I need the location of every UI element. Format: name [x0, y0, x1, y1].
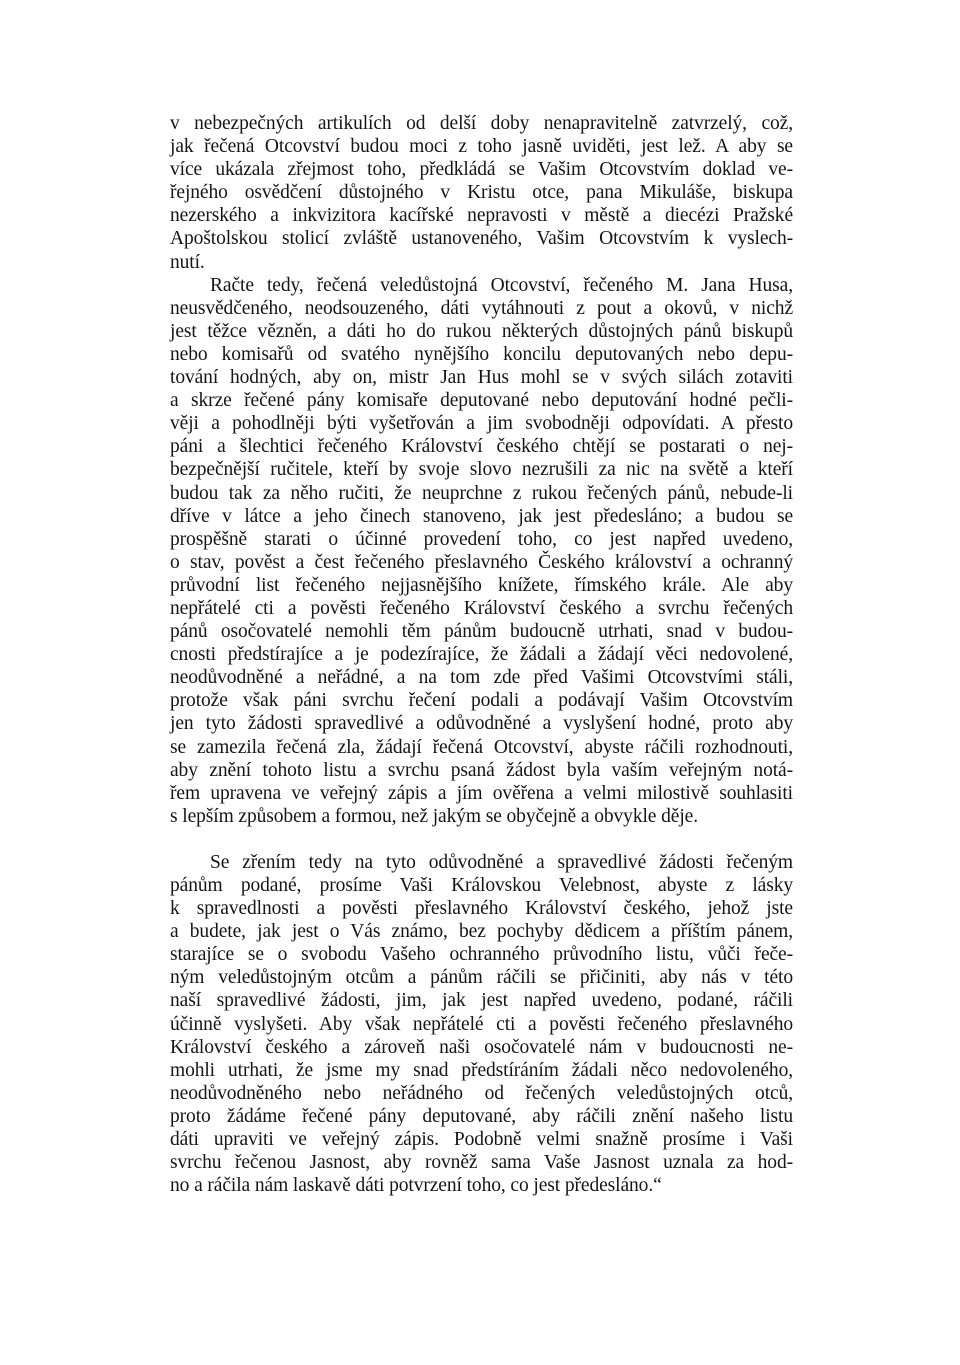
- paragraph-3: [170, 851, 793, 1197]
- text-line: v nebezpečných artikulích od delší doby nenapravitelně zatvrzelý, což,: [170, 113, 793, 134]
- text-line: pánů osočovatelé nemohli těm pánům budoucně utrhati, snad v budou-: [170, 621, 793, 643]
- paragraph-spacer: [170, 828, 793, 851]
- text-line: řejného osvědčení důstojného v Kristu otce, pana Mikuláše, biskupa: [170, 182, 793, 204]
- text-line: věji a pohodlněji býti vyšetřován a jim svobodněji odpovídati. A přesto: [170, 413, 793, 435]
- text-line: prospěšně starati o účinné provedení toho, co jest napřed uvedeno,: [170, 528, 793, 550]
- text-line: mohli utrhati, že jsme my snad předstíráním žádali něco nedovoleného,: [170, 1059, 793, 1081]
- text-line: páni a šlechtici řečeného Království českého chtějí se postarati o nej-: [170, 436, 793, 458]
- text-line: účinně vyslyšeti. Aby však nepřátelé cti a pověsti řečeného přeslavného: [170, 1013, 793, 1035]
- text-line: Se zřením tedy na tyto odůvodněné a spravedlivé žádosti řečeným: [210, 851, 793, 873]
- text-line: nepřátelé cti a pověsti řečeného Království českého a svrchu řečených: [170, 597, 793, 619]
- text-line: nezerského a inkvizitora kacířské nepravosti v městě a diecézi Pražské: [170, 205, 793, 227]
- text-line: neusvědčeného, neodsouzeného, dáti vytáhnouti z pout a okovů, v nichž: [170, 297, 793, 319]
- text-line: jen tyto žádosti spravedlivé a odůvodněné a vyslyšení hodné, proto aby: [170, 713, 793, 735]
- text-line: Království českého a zároveň naši osočovatelé nám v budoucnosti ne-: [170, 1036, 793, 1058]
- text-line: proto žádáme řečené pány deputované, aby ráčili znění našeho listu: [170, 1105, 793, 1127]
- text-line: řem upravena ve veřejný zápis a jím ověřena a velmi milostivě souhlasiti: [170, 782, 793, 804]
- paragraph-2: [170, 274, 793, 828]
- text-line: Apoštolskou stolicí zvláště ustanoveného, Vašim Otcovstvím k vyslech-: [170, 228, 793, 250]
- text-line: budou tak za něho ručiti, že neuprchne z rukou řečených pánů, nebude-li: [170, 482, 793, 504]
- text-line: starajíce se o svobodu Vašeho ochranného průvodního listu, vůči řeče-: [170, 944, 793, 966]
- text-line: svrchu řečenou Jasnost, aby rovněž sama Vaše Jasnost uznala za hod-: [170, 1152, 793, 1174]
- text-line: no a ráčila nám laskavě dáti potvrzení toho, co jest předesláno.“: [170, 1175, 662, 1197]
- text-line: nutí.: [170, 251, 205, 273]
- text-line: jak řečená Otcovství budou moci z toho jasně uviděti, jest lež. A aby se: [170, 136, 793, 158]
- text-line: k spravedlnosti a pověsti přeslavného Království českého, jehož jste: [170, 898, 793, 920]
- text-line: tování hodných, aby on, mistr Jan Hus mohl se v svých silách zotaviti: [170, 367, 793, 389]
- text-line: průvodní list řečeného nejjasnějšího knížete, římského krále. Ale aby: [170, 574, 793, 596]
- text-line: nebo komisařů od svatého nynějšího koncilu deputovaných nebo depu-: [170, 343, 793, 365]
- text-line: ným veledůstojným otcům a pánům ráčili se přičiniti, aby nás v této: [170, 967, 793, 989]
- text-line: pánům podané, prosíme Vaši Královskou Velebnost, abyste z lásky: [170, 875, 793, 896]
- text-line: a skrze řečené pány komisaře deputované nebo deputování hodné pečli-: [170, 390, 793, 412]
- text-line: protože však páni svrchu řečení podali a podávají Vašim Otcovstvím: [170, 690, 793, 712]
- text-line: o stav, pověst a čest řečeného přeslavného Českého království a ochranný: [170, 551, 793, 573]
- text-line: a budete, jak jest o Vás známo, bez pochyby dědicem a příštím pánem,: [170, 921, 793, 943]
- text-line: Račte tedy, řečená veledůstojná Otcovství, řečeného M. Jana Husa,: [210, 274, 793, 296]
- document-page: [170, 112, 793, 1197]
- text-line: cnosti předstírajíce a je podezírajíce, že žádali a žádají věci nedovolené,: [170, 644, 793, 666]
- text-line: neodůvodněného nebo neřádného od řečených veledůstojných otců,: [170, 1082, 793, 1104]
- text-line: neodůvodněné a neřádné, a na tom zde před Vašimi Otcovstvími stáli,: [170, 667, 793, 689]
- paragraph-1: [170, 112, 793, 274]
- text-line: dáti upraviti ve veřejný zápis. Podobně velmi snažně prosíme i Vaši: [170, 1129, 793, 1151]
- text-line: jest těžce vězněn, a dáti ho do rukou některých důstojných pánů biskupů: [170, 320, 793, 342]
- text-line: aby znění tohoto listu a svrchu psaná žádost byla vaším veřejným notá-: [170, 759, 793, 781]
- text-line: s lepším způsobem a formou, než jakým se obyčejně a obvykle děje.: [170, 805, 698, 827]
- text-line: bezpečnější ručitele, kteří by svoje slovo nezrušili za nic na světě a kteří: [170, 459, 793, 481]
- text-line: více ukázala zřejmost toho, předkládá se Vašim Otcovstvím doklad ve-: [170, 159, 793, 181]
- text-line: naší spravedlivé žádosti, jim, jak jest napřed uvedeno, podané, ráčili: [170, 990, 793, 1012]
- text-line: dříve v látce a jeho činech stanoveno, jak jest předesláno; a budou se: [170, 505, 793, 527]
- text-line: se zamezila řečená zla, žádají řečená Otcovství, abyste ráčili rozhodnouti,: [170, 736, 793, 758]
